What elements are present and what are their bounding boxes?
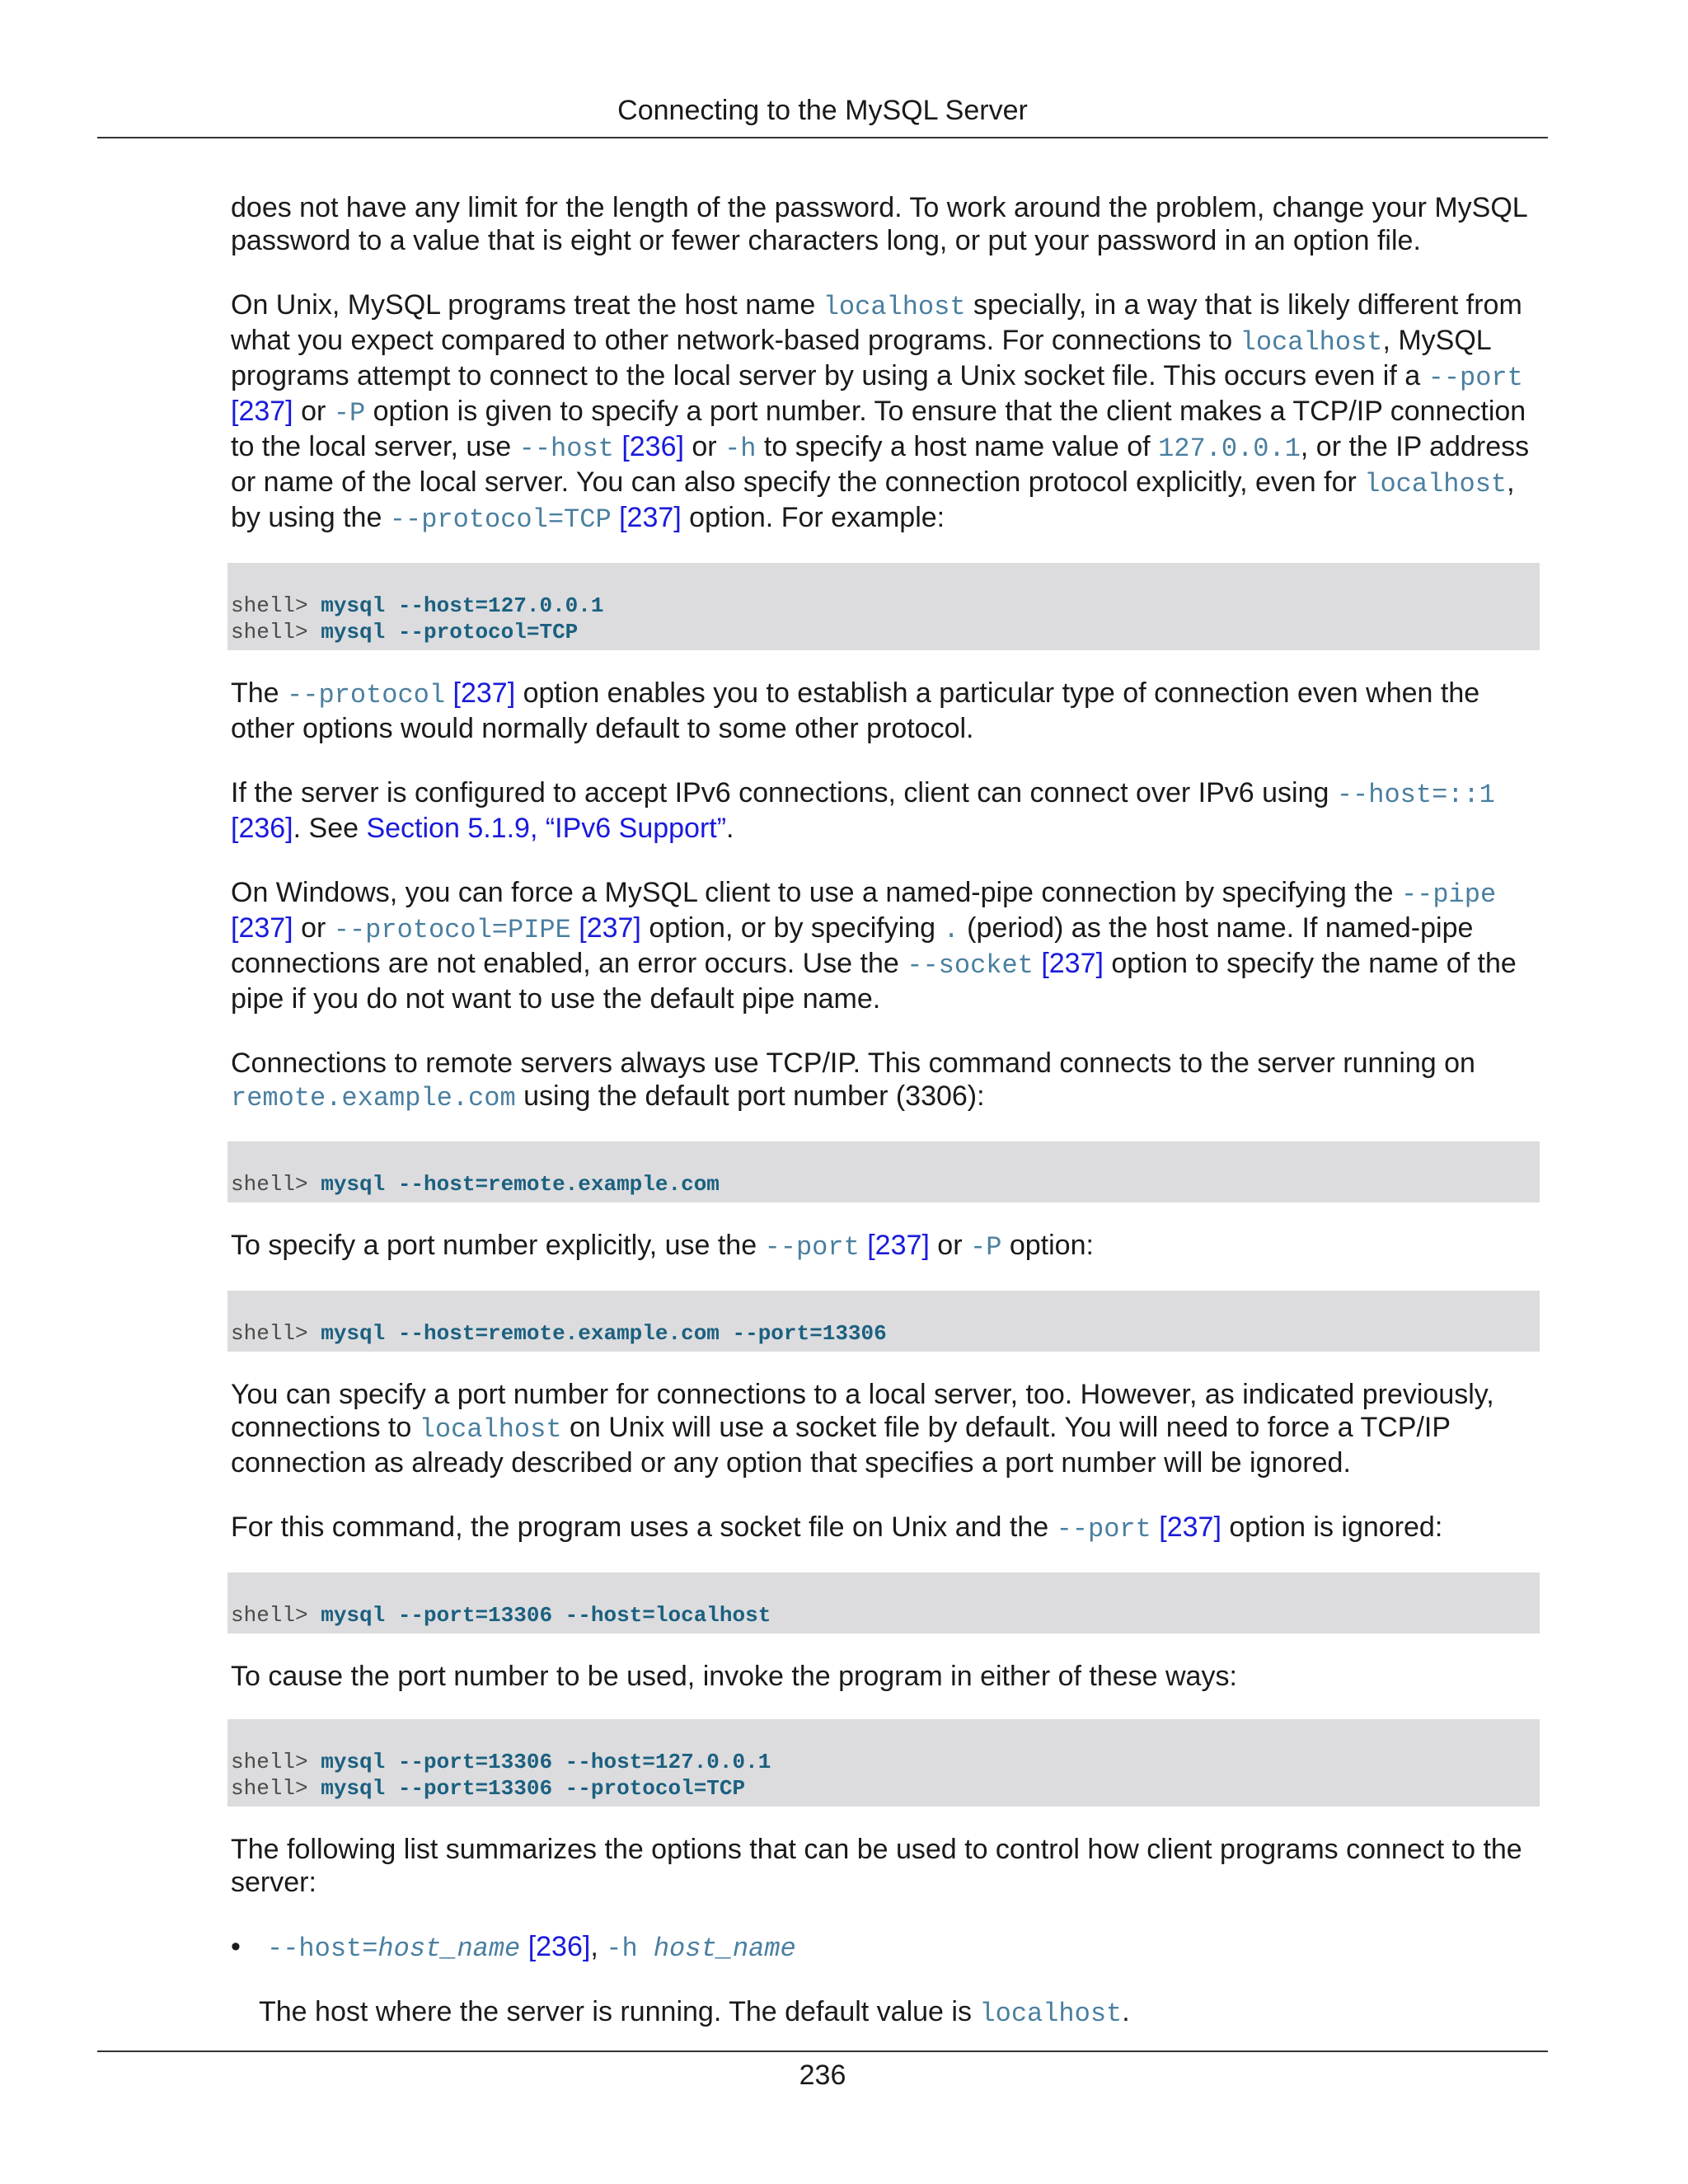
paragraph-windows-pipe xyxy=(231,876,1550,1015)
literal-localhost: localhost xyxy=(419,1414,562,1445)
literal-port: --port xyxy=(1056,1514,1151,1544)
option-name: -h xyxy=(606,1933,654,1964)
literal-localhost: localhost xyxy=(1240,327,1383,358)
literal-host-option: --host xyxy=(518,434,614,464)
text: option: xyxy=(1001,1230,1094,1261)
text: On Windows, you can force a MySQL client to use a named-pipe connection by specifying the xyxy=(231,877,1401,908)
literal-host-option xyxy=(267,1933,520,1964)
code-command: mysql --host=remote.example.com xyxy=(321,1172,720,1197)
text: (period) as the host name. If named-pipe connections are not enabled, an error occurs. Use the xyxy=(231,912,1474,979)
text: . xyxy=(1122,1996,1130,2027)
text: option, or by specifying xyxy=(640,912,944,944)
code-prompt: shell> xyxy=(231,1321,321,1346)
text: , xyxy=(590,1931,607,1962)
code-command: mysql --host=remote.example.com --port=13306 xyxy=(321,1321,887,1346)
literal-host-ipv6: --host=::1 xyxy=(1336,780,1495,810)
page-header: Connecting to the MySQL Server xyxy=(617,95,1028,126)
literal-remote-host: remote.example.com xyxy=(231,1083,516,1113)
options-list xyxy=(231,1930,1550,2031)
option-name: --host= xyxy=(267,1933,378,1964)
xref-link[interactable]: [237] xyxy=(231,396,293,427)
paragraph-use-port xyxy=(231,1660,1550,1693)
xref-link[interactable]: [236] xyxy=(621,431,684,462)
code-block-1 xyxy=(227,563,1540,650)
code-command: mysql --protocol=TCP xyxy=(321,620,579,644)
page-content xyxy=(231,191,1550,2031)
text: option to specify the name of the pipe if you do not want to use the default pipe name. xyxy=(231,948,1517,1015)
code-block-2 xyxy=(227,1141,1540,1202)
text: On Unix, MySQL programs treat the host name xyxy=(231,289,823,321)
literal-ip: 127.0.0.1 xyxy=(1158,434,1301,464)
page-number: 236 xyxy=(799,2060,846,2091)
xref-link[interactable]: [237] xyxy=(1041,948,1104,979)
literal-protocol-pipe: --protocol=PIPE xyxy=(333,915,571,945)
code-prompt: shell> xyxy=(231,1603,321,1628)
text: specially, in a way that is likely different from what you expect compared to other network-based programs. For connections to xyxy=(231,289,1522,356)
code-prompt: shell> xyxy=(231,1776,321,1801)
paragraph-options-summary xyxy=(231,1833,1550,1899)
paragraph-port-explicit xyxy=(231,1229,1550,1264)
code-block-3 xyxy=(227,1291,1540,1352)
literal-h-option: -h xyxy=(724,434,757,464)
literal-localhost: localhost xyxy=(823,292,966,322)
paragraph-ipv6 xyxy=(231,776,1550,845)
code-prompt: shell> xyxy=(231,1172,321,1197)
paragraph-local-port xyxy=(231,1378,1550,1479)
xref-link[interactable]: [237] xyxy=(231,912,293,944)
section-link-ipv6-support[interactable]: Section 5.1.9, “IPv6 Support” xyxy=(366,813,727,844)
text: You can specify a port number for connections to a local server, too. However, as indicated previously, connections to xyxy=(231,1379,1494,1443)
bullet: • xyxy=(231,1931,241,1962)
xref-link[interactable]: [237] xyxy=(619,502,682,533)
text: The following list summarizes the options that can be used to control how client programs connect to the server: xyxy=(231,1834,1522,1898)
text: If the server is configured to accept IPv6 connections, client can connect over IPv6 using xyxy=(231,777,1337,808)
text: , or the IP address or name of the local server. You can also specify the connection protocol explicitly, even for xyxy=(231,431,1530,498)
xref-link[interactable]: [236] xyxy=(231,813,293,844)
code-block-5 xyxy=(227,1719,1540,1807)
code-command: mysql --port=13306 --protocol=TCP xyxy=(321,1776,746,1801)
text: or xyxy=(293,912,334,944)
literal-p-option: -P xyxy=(333,398,366,429)
option-variable: host_name xyxy=(377,1933,521,1964)
xref-link[interactable]: [236] xyxy=(528,1931,591,1962)
code-prompt: shell> xyxy=(231,593,321,618)
literal-port-option: --port xyxy=(1428,363,1523,393)
code-prompt: shell> xyxy=(231,1750,321,1774)
text: . xyxy=(726,813,734,844)
literal-port: --port xyxy=(764,1232,860,1263)
literal-h-option xyxy=(606,1933,795,1964)
xref-link[interactable]: [237] xyxy=(867,1230,930,1261)
text: or xyxy=(929,1230,970,1261)
text: to specify a host name value of xyxy=(756,431,1159,462)
text: , MySQL programs attempt to connect to the local server by using a Unix socket file. This occurs even if a xyxy=(231,325,1491,391)
text: option. For example: xyxy=(681,502,945,533)
paragraph-socket-ignored xyxy=(231,1511,1550,1546)
header-rule xyxy=(97,137,1548,138)
code-prompt: shell> xyxy=(231,620,321,644)
literal-period: . xyxy=(943,915,959,945)
text: For this command, the program uses a socket file on Unix and the xyxy=(231,1511,1057,1543)
text: does not have any limit for the length of the password. To work around the problem, change your MySQL password to a value that is eight or fewer characters long, or put your password in an option file. xyxy=(231,192,1527,256)
literal-socket: --socket xyxy=(907,950,1034,981)
paragraph-password-limit xyxy=(231,191,1550,257)
code-command: mysql --port=13306 --host=127.0.0.1 xyxy=(321,1750,771,1774)
paragraph-remote xyxy=(231,1047,1550,1115)
code-command: mysql --host=127.0.0.1 xyxy=(321,593,604,618)
option-variable: host_name xyxy=(653,1933,796,1964)
text: using the default port number (3306): xyxy=(515,1080,985,1112)
xref-link[interactable]: [237] xyxy=(579,912,641,944)
code-block-4 xyxy=(227,1572,1540,1633)
list-item-description xyxy=(231,1995,1550,2031)
literal-p-option: -P xyxy=(969,1232,1002,1263)
text: on Unix will use a socket file by default. You will need to force a TCP/IP connection as already described or any option that specifies a port number will be ignored. xyxy=(231,1412,1451,1479)
literal-protocol: --protocol xyxy=(287,680,446,710)
list-item xyxy=(231,1930,1550,1966)
text: To cause the port number to be used, invoke the program in either of these ways: xyxy=(231,1661,1237,1692)
xref-link[interactable]: [237] xyxy=(452,677,516,709)
text: option enables you to establish a particular type of connection even when the other options would normally default to some other protocol. xyxy=(231,677,1480,744)
text: or xyxy=(683,431,725,462)
literal-pipe: --pipe xyxy=(1400,879,1497,910)
text: option is ignored: xyxy=(1221,1511,1443,1543)
literal-protocol-tcp: --protocol=TCP xyxy=(389,504,612,535)
text: Connections to remote servers always use TCP/IP. This command connects to the server running on xyxy=(231,1047,1475,1079)
text: option is given to specify a port number. To ensure that the client makes a TCP/IP connection to the local server, use xyxy=(231,396,1526,462)
text: or xyxy=(293,396,334,427)
text: To specify a port number explicitly, use the xyxy=(231,1230,765,1261)
text: , by using the xyxy=(231,466,1515,533)
literal-localhost: localhost xyxy=(1364,469,1507,499)
paragraph-unix-localhost xyxy=(231,288,1550,537)
xref-link[interactable]: [237] xyxy=(1159,1511,1221,1543)
paragraph-protocol-option xyxy=(231,677,1550,745)
text: The host where the server is running. The default value is xyxy=(259,1996,980,2027)
code-command: mysql --port=13306 --host=localhost xyxy=(321,1603,771,1628)
text: The xyxy=(231,677,288,709)
text: . See xyxy=(293,813,367,844)
footer-rule xyxy=(97,2050,1548,2052)
literal-localhost: localhost xyxy=(979,1999,1123,2029)
